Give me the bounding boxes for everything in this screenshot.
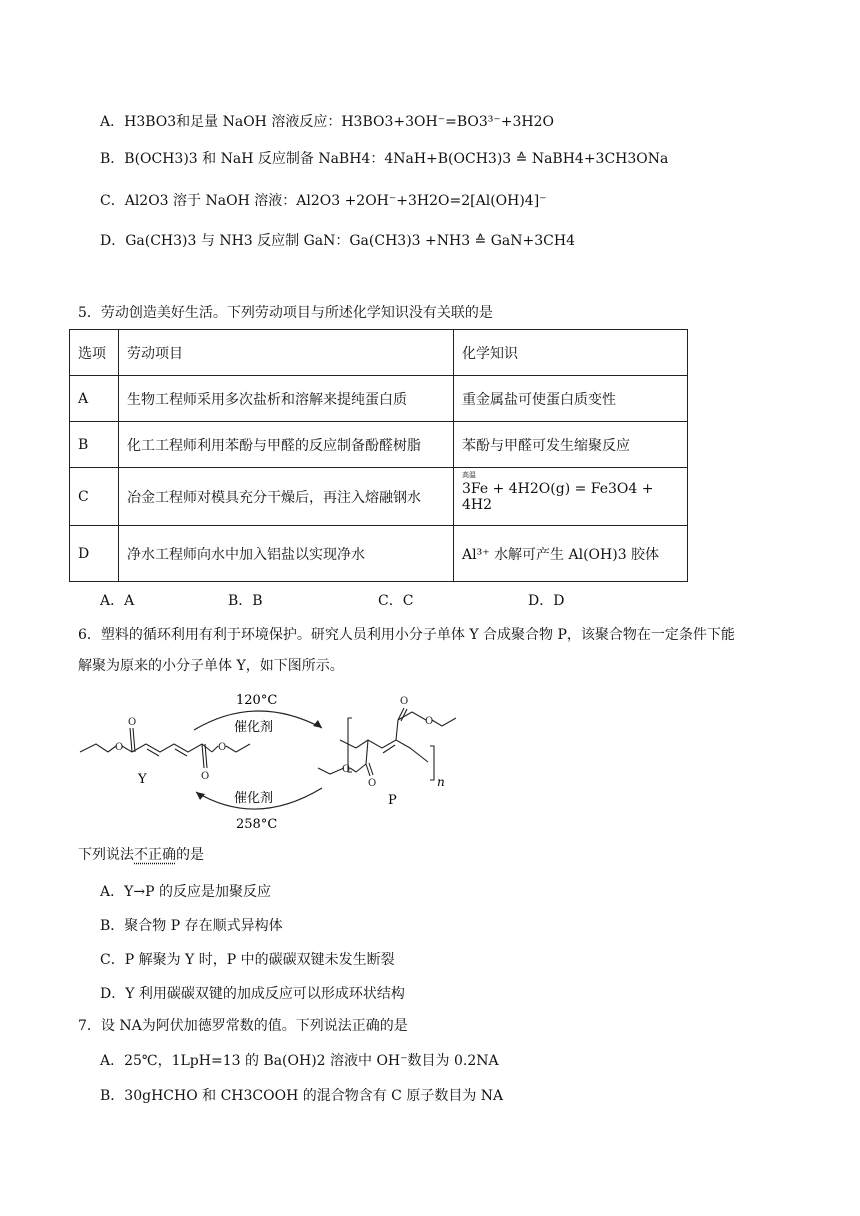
- answer-option: D．D: [528, 593, 565, 609]
- svg-text:O: O: [342, 764, 351, 775]
- table-cell-knowledge: 重金属盐可使蛋白质变性: [454, 376, 688, 422]
- table-cell-option: B: [70, 422, 119, 468]
- svg-text:O: O: [425, 716, 434, 727]
- table-row: [70, 376, 688, 422]
- q4-option-b-eq: 4NaH+B(OCH3)3 ≙ NaBH4+3CH3ONa: [384, 151, 669, 167]
- q4-option-b-text: B．B(OCH3)3 和 NaH 反应制备 NaBH4：: [100, 151, 385, 167]
- label-y: Y: [138, 772, 147, 787]
- answer-option: B．B: [228, 593, 263, 609]
- back-temperature: 258°C: [236, 817, 278, 832]
- q4-option-d: [100, 231, 575, 251]
- q6-stem-line1: 6．塑料的循环利用有利于环境保护。研究人员利用小分子单体 Y 合成聚合物 P，该聚合物在一定条件下能: [78, 627, 735, 643]
- q6-question-pre: 下列说法: [78, 847, 134, 863]
- table-row: [70, 468, 688, 526]
- q4-option-d-text: D．Ga(CH3)3 与 NH3 反应制 GaN：: [100, 233, 350, 249]
- table-cell-project: 冶金工程师对模具充分干燥后，再注入熔融钢水: [119, 468, 454, 526]
- q6-option-c: C．P 解聚为 Y 时，P 中的碳碳双键未发生断裂: [100, 952, 395, 968]
- svg-text:O: O: [115, 742, 124, 753]
- q6-question: [78, 845, 204, 865]
- svg-text:O: O: [218, 742, 227, 753]
- table-row: [70, 526, 688, 582]
- back-catalyst: 催化剂: [234, 791, 274, 806]
- forward-temperature: 120°C: [236, 693, 278, 708]
- polymer-p-atoms: [342, 696, 433, 789]
- table-header-cell: 选项: [70, 330, 119, 376]
- reaction-condition: [462, 470, 679, 513]
- table-header-cell: 劳动项目: [119, 330, 454, 376]
- table-cell-knowledge: Al³⁺ 水解可产生 Al(OH)3 胶体: [454, 526, 688, 582]
- forward-catalyst: 催化剂: [234, 720, 274, 735]
- table-cell-project: 净水工程师向水中加入铝盐以实现净水: [119, 526, 454, 582]
- q7-option-b: B．30gHCHO 和 CH3COOH 的混合物含有 C 原子数目为 NA: [100, 1088, 504, 1104]
- answer-option: C．C: [378, 593, 414, 609]
- label-p: P: [388, 793, 397, 808]
- answer-option: A．A: [100, 593, 135, 609]
- q6-option-b: B．聚合物 P 存在顺式异构体: [100, 918, 283, 934]
- table-cell-knowledge: [454, 468, 688, 526]
- q4-option-a: [100, 112, 554, 132]
- table-cell-project: 生物工程师采用多次盐析和溶解来提纯蛋白质: [119, 376, 454, 422]
- table-cell-project: 化工工程师利用苯酚与甲醛的反应制备酚醛树脂: [119, 422, 454, 468]
- table-row: [70, 422, 688, 468]
- table-cell-knowledge: 苯酚与甲醛可发生缩聚反应: [454, 422, 688, 468]
- svg-text:O: O: [201, 771, 210, 782]
- label-n: n: [437, 775, 445, 789]
- svg-text:O: O: [400, 696, 409, 707]
- q4-option-c: [100, 191, 547, 211]
- table-header-cell: 化学知识: [454, 330, 688, 376]
- table-cell-option: C: [70, 468, 119, 526]
- q5-stem: 5．劳动创造美好生活。下列劳动项目与所述化学知识没有关联的是: [78, 305, 493, 321]
- q6-question-post: 的是: [176, 847, 204, 863]
- svg-text:O: O: [368, 778, 377, 789]
- q6-stem-line2: 解聚为原来的小分子单体 Y，如下图所示。: [78, 658, 344, 674]
- condition-label: 高温: [462, 470, 476, 479]
- polymerization-diagram: [76, 688, 486, 834]
- q4-option-c-text: C．Al2O3 溶于 NaOH 溶液：: [100, 193, 297, 209]
- table-header-row: [70, 330, 688, 376]
- q7-stem: 7．设 NA为阿伏加德罗常数的值。下列说法正确的是: [78, 1018, 408, 1034]
- q4-option-d-eq: Ga(CH3)3 +NH3 ≙ GaN+3CH4: [349, 233, 575, 249]
- table-cell-option: D: [70, 526, 119, 582]
- q6-option-d: D．Y 利用碳碳双键的加成反应可以形成环状结构: [100, 986, 405, 1002]
- q4-option-a-eq: H3BO3+3OH⁻=BO3³⁻+3H2O: [341, 114, 555, 130]
- q6-question-emphasis: 不正确: [134, 847, 176, 863]
- polymer-p-structure: [318, 708, 456, 780]
- q4-option-c-eq: Al2O3 +2OH⁻+3H2O=2[Al(OH)4]⁻: [296, 193, 547, 209]
- q4-option-a-text: A．H3BO3和足量 NaOH 溶液反应：: [100, 114, 342, 130]
- q6-option-a: A．Y→P 的反应是加聚反应: [100, 884, 271, 900]
- q5-table: [69, 329, 688, 582]
- svg-text:O: O: [128, 717, 137, 728]
- q7-option-a: A．25℃，1LpH=13 的 Ba(OH)2 溶液中 OH⁻数目为 0.2NA: [100, 1053, 499, 1069]
- table-cell-option: A: [70, 376, 119, 422]
- q4-option-b: [100, 149, 668, 169]
- reaction-equation: 3Fe + 4H2O(g) = Fe3O4 + 4H2: [462, 480, 654, 513]
